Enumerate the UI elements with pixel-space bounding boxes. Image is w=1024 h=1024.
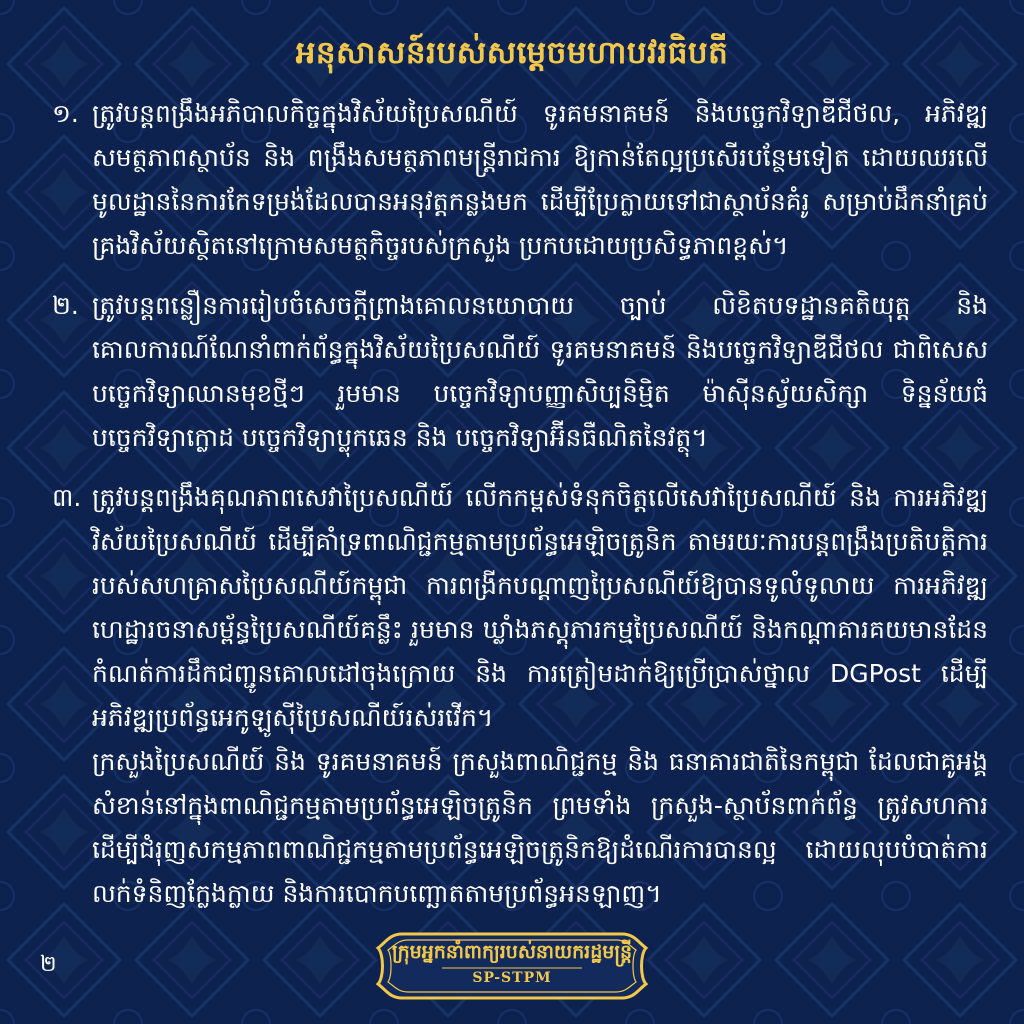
item-number: ៣. xyxy=(52,483,82,512)
list-item xyxy=(52,284,988,460)
footer-badge xyxy=(372,928,652,1004)
item-text: ត្រូវបន្តពន្លឿនការរៀបចំសេចក្តីព្រាងគោលនយោបាយ ច្បាប់ លិខិតបទដ្ឋានគតិយុត្ត និង គោលការណ៍ណែនាំពាក់ព័ន្ធក្នុងវិស័យប្រៃសណីយ៍ ទូរគមនាគមន៍ និងបច្ចេកវិទ្យាឌីជីថល ជាពិសេស បច្ចេកវិទ្យាឈានមុខថ្មីៗ រួមមាន បច្ចេកវិទ្យាបញ្ញាសិប្បនិម្មិត ម៉ាស៊ីនស្វ័យសិក្សា ទិន្នន័យធំ បច្ចេកវិទ្យាក្លោដ បច្ចេកវិទ្យាប្លុកឆេន និង បច្ចេកវិទ្យាអ៊ីនធឺណិតនៃវត្ថុ។ xyxy=(92,291,988,452)
item-text: ត្រូវបន្តពង្រឹងគុណភាពសេវាប្រៃសណីយ៍ លើកកម្ពស់ទំនុកចិត្តលើសេវាប្រៃសណីយ៍ និង ការអភិវឌ្ឍវិស័យប្រៃសណីយ៍ ដើម្បីគាំទ្រពាណិជ្ជកម្មតាមប្រព័ន្ធអេឡិចត្រូនិក តាមរយៈការបន្តពង្រឹងប្រតិបត្តិការរបស់សហគ្រាសប្រៃសណីយ៍កម្ពុជា ការពង្រីកបណ្តាញប្រៃសណីយ៍ឱ្យបានទូលំទូលាយ ការអភិវឌ្ឍហេដ្ឋារចនាសម្ព័ន្ធប្រៃសណីយ៍គន្លឹះ រួមមាន ឃ្លាំងភស្តុភារកម្មប្រៃសណីយ៍ និងកណ្តាគារគយមានដែនកំណត់ការដឹកជញ្ជូនគោលដៅចុងក្រោយ និង ការត្រៀមដាក់ឱ្យប្រើប្រាស់ថ្នាល DGPost ដើម្បីអភិវឌ្ឍប្រព័ន្ធអេកូឡូស៊ីប្រៃសណីយ៍រស់រវើក។ xyxy=(92,483,988,732)
list-item xyxy=(52,92,988,268)
page-title: អនុសាសន៍របស់សម្តេចមហាបវរធិបតី xyxy=(295,35,729,71)
item-text: ត្រូវបន្តពង្រឹងអភិបាលកិច្ចក្នុងវិស័យប្រៃសណីយ៍ ទូរគមនាគមន៍ និងបច្ចេកវិទ្យាឌីជីថល, អភិវឌ្ឍសមត្ថភាពស្ថាប័ន និង ពង្រឹងសមត្ថភាពមន្ត្រីរាជការ ឱ្យកាន់តែល្អប្រសើរបន្ថែមទៀត ដោយឈរលើមូលដ្ឋាននៃការកែទម្រង់ដែលបានអនុវត្តកន្លងមក ដើម្បីប្រែក្លាយទៅជាស្ថាប័នគំរូ សម្រាប់ដឹកនាំគ្រប់គ្រងវិស័យស្ថិតនៅក្រោមសមត្ថកិច្ចរបស់ក្រសួង ប្រកបដោយប្រសិទ្ធភាពខ្ពស់។ xyxy=(92,99,988,260)
badge-title: ក្រុមអ្នកនាំពាក្យរបស់នាយករដ្ឋមន្ត្រី xyxy=(391,941,633,963)
badge-subtitle: SP-STPM xyxy=(472,970,552,986)
closing-paragraph: ក្រសួងប្រៃសណីយ៍ និង ទូរគមនាគមន៍ ក្រសួងពាណិជ្ជកម្ម និង ធនាគារជាតិនៃកម្ពុជា ដែលជាគូអង្គសំខាន់នៅក្នុងពាណិជ្ជកម្មតាមប្រព័ន្ធអេឡិចត្រូនិក ព្រមទាំង ក្រសួង-ស្ថាប័នពាក់ព័ន្ធ ត្រូវសហការដើម្បីជំរុញសកម្មភាពពាណិជ្ជកម្មតាមប្រព័ន្ធអេឡិចត្រូនិកឱ្យដំណើរការបានល្អ ដោយលុបបំបាត់ការលក់ទំនិញក្លែងក្លាយ និងការបោកបញ្ឆោតតាមប្រព័ន្ធអនឡាញ។ xyxy=(92,747,988,908)
page-number: ២ xyxy=(40,952,57,977)
item-number: ២. xyxy=(52,291,79,320)
recommendations-list xyxy=(52,92,988,916)
list-item xyxy=(52,476,988,740)
item-number: ១. xyxy=(52,99,79,128)
